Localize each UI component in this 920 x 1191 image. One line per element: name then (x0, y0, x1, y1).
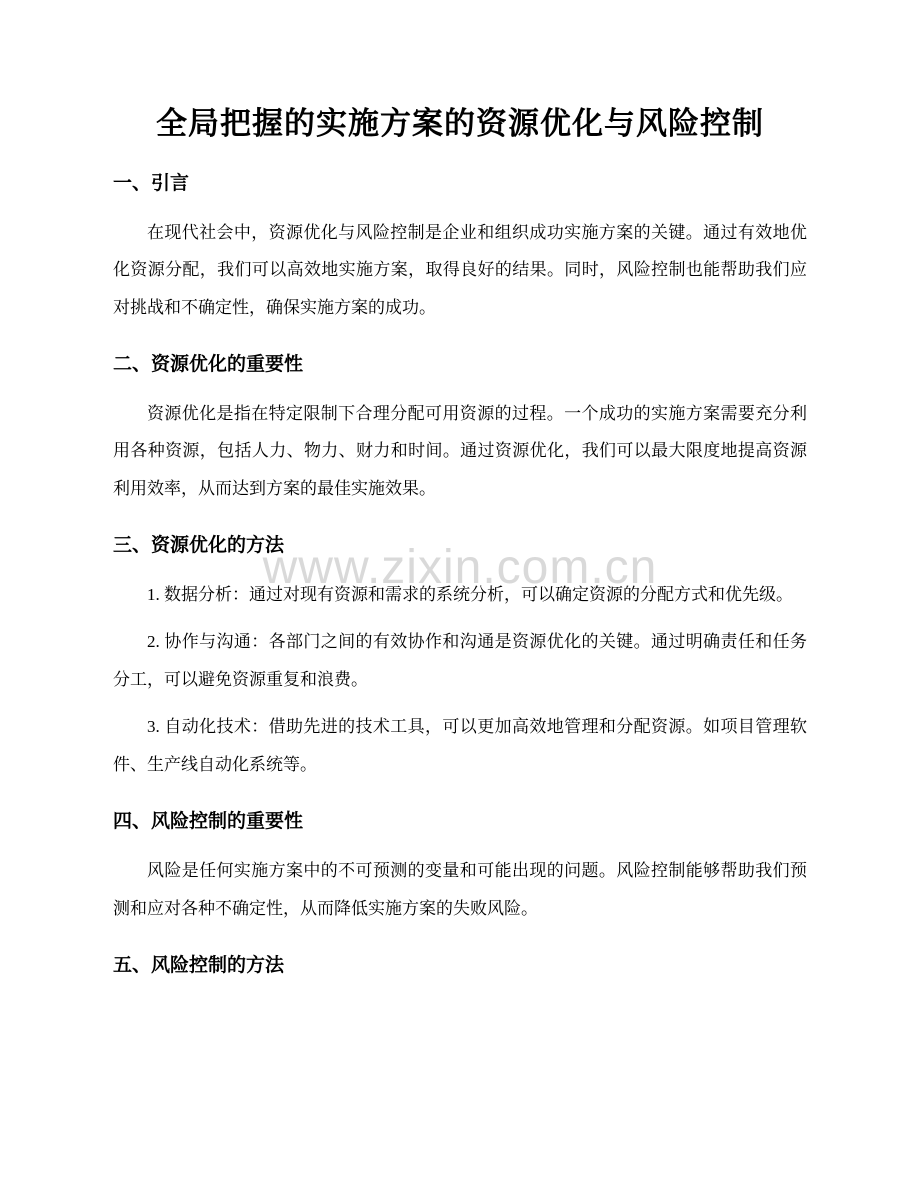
section-risk-control-importance (113, 810, 807, 927)
section-resource-optimization-importance (113, 353, 807, 507)
section-heading-risk-control-importance: 四、风险控制的重要性 (113, 811, 304, 833)
section-heading-resource-optimization-importance: 二、资源优化的重要性 (113, 354, 304, 376)
paragraph: 风险是任何实施方案中的不可预测的变量和可能出现的问题。风险控制能够帮助我们预测和应对各种不确定性，从而降低实施方案的失败风险。 (113, 861, 807, 918)
document-title: 全局把握的实施方案的资源优化与风险控制 (156, 106, 764, 141)
paragraph-method-2: 2. 协作与沟通：各部门之间的有效协作和沟通是资源优化的关键。通过明确责任和任务分工，可以避免资源重复和浪费。 (113, 632, 807, 689)
watermark-text: www.zixin.com.cn (262, 541, 658, 594)
section-introduction (113, 172, 807, 326)
document-content (113, 103, 807, 979)
paragraph-method-3: 3. 自动化技术：借助先进的技术工具，可以更加高效地管理和分配资源。如项目管理软件、生产线自动化系统等。 (113, 717, 807, 774)
section-resource-optimization-methods (113, 534, 807, 783)
section-heading-risk-control-methods: 五、风险控制的方法 (113, 955, 285, 977)
section-heading-introduction: 一、引言 (113, 172, 190, 194)
section-heading-resource-optimization-methods: 三、资源优化的方法 (113, 535, 285, 557)
paragraph: 资源优化是指在特定限制下合理分配可用资源的过程。一个成功的实施方案需要充分利用各种资源，包括人力、物力、财力和时间。通过资源优化，我们可以最大限度地提高资源利用效率，从而达到方案的最佳实施效果。 (113, 403, 807, 498)
section-risk-control-methods (113, 954, 807, 979)
paragraph: 在现代社会中，资源优化与风险控制是企业和组织成功实施方案的关键。通过有效地优化资源分配，我们可以高效地实施方案，取得良好的结果。同时，风险控制也能帮助我们应对挑战和不确定性，确保实施方案的成功。 (113, 222, 807, 317)
paragraph-method-1: 1. 数据分析：通过对现有资源和需求的系统分析，可以确定资源的分配方式和优先级。 (147, 584, 793, 604)
